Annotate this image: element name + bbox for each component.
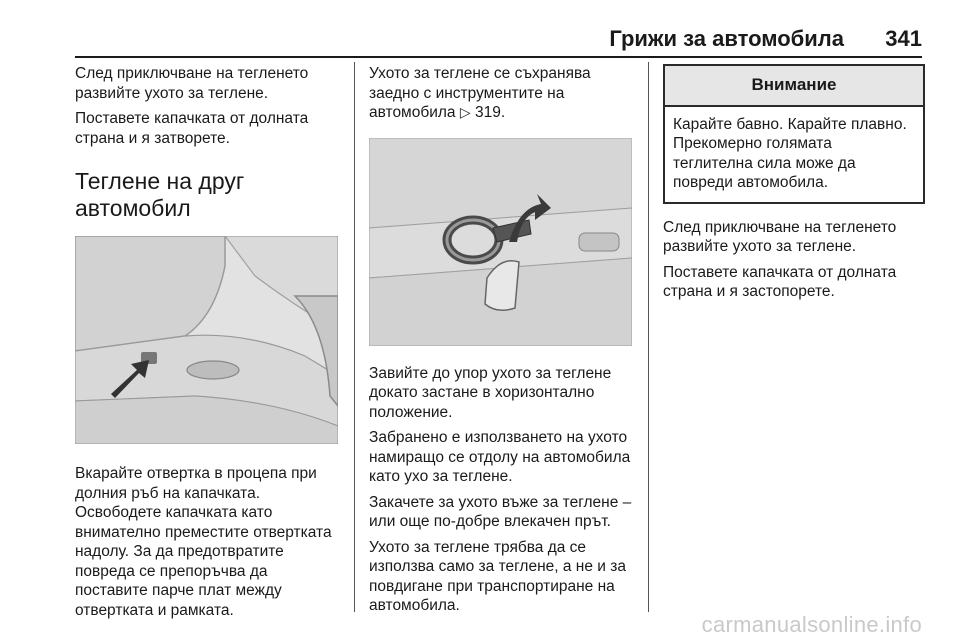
watermark: carmanualsonline.info <box>701 612 922 637</box>
triangle-arrow-icon: ▷ <box>459 105 471 121</box>
paragraph: Вкарайте отвертка в процепа при долния ръб на капачката. Освободете капачката като внимателно преместите отвертката надолу. За да предотвратите повреда се препоръчва да поставите парче плат между отвертката и рамката. <box>75 465 332 619</box>
paragraph: Поставете капачката от долната страна и я застопорете. <box>663 263 897 300</box>
towing-eye-illustration <box>369 138 632 346</box>
column-1 <box>75 64 343 626</box>
paragraph <box>369 64 637 124</box>
column-2 <box>369 64 637 622</box>
paragraph: Ухото за теглене трябва да се използва само за теглене, а не и за повдигане при транспортиране на автомобила. <box>369 538 626 614</box>
page-reference[interactable]: 319. <box>474 104 506 121</box>
paragraph: Забранено е използването на ухото намиращо се отдолу на автомобила като ухо за теглене. <box>369 429 631 485</box>
header-rule <box>75 56 922 58</box>
column-3 <box>663 64 925 308</box>
paragraph: Закачете за ухото въже за теглене – или още по-добре влекачен прът. <box>369 493 632 530</box>
warning-box <box>663 64 925 204</box>
column-divider-1 <box>354 62 355 612</box>
page-title: Грижи за автомобила <box>609 26 844 51</box>
page-header <box>75 26 922 52</box>
warning-text: Карайте бавно. Карайте плавно. Прекомерно голямата теглителна сила може да повреди автомобила. <box>673 115 907 191</box>
section-title: Теглене на друг автомобил <box>75 168 245 221</box>
paragraph-text: Ухото за теглене се съхранява заедно с инструментите на автомобила <box>369 65 591 121</box>
paragraph: След приключване на тегленето развийте ухото за теглене. <box>663 218 897 255</box>
warning-title: Внимание <box>665 66 923 107</box>
paragraph: Поставете капачката от долната страна и я затворете. <box>75 110 309 147</box>
bumper-cover-illustration <box>75 236 338 444</box>
page-number: 341 <box>885 26 922 51</box>
column-divider-2 <box>648 62 649 612</box>
paragraph: След приключване на тегленето развийте ухото за теглене. <box>75 65 309 102</box>
paragraph: Завийте до упор ухото за теглене докато застане в хоризонтално положение. <box>369 364 612 421</box>
